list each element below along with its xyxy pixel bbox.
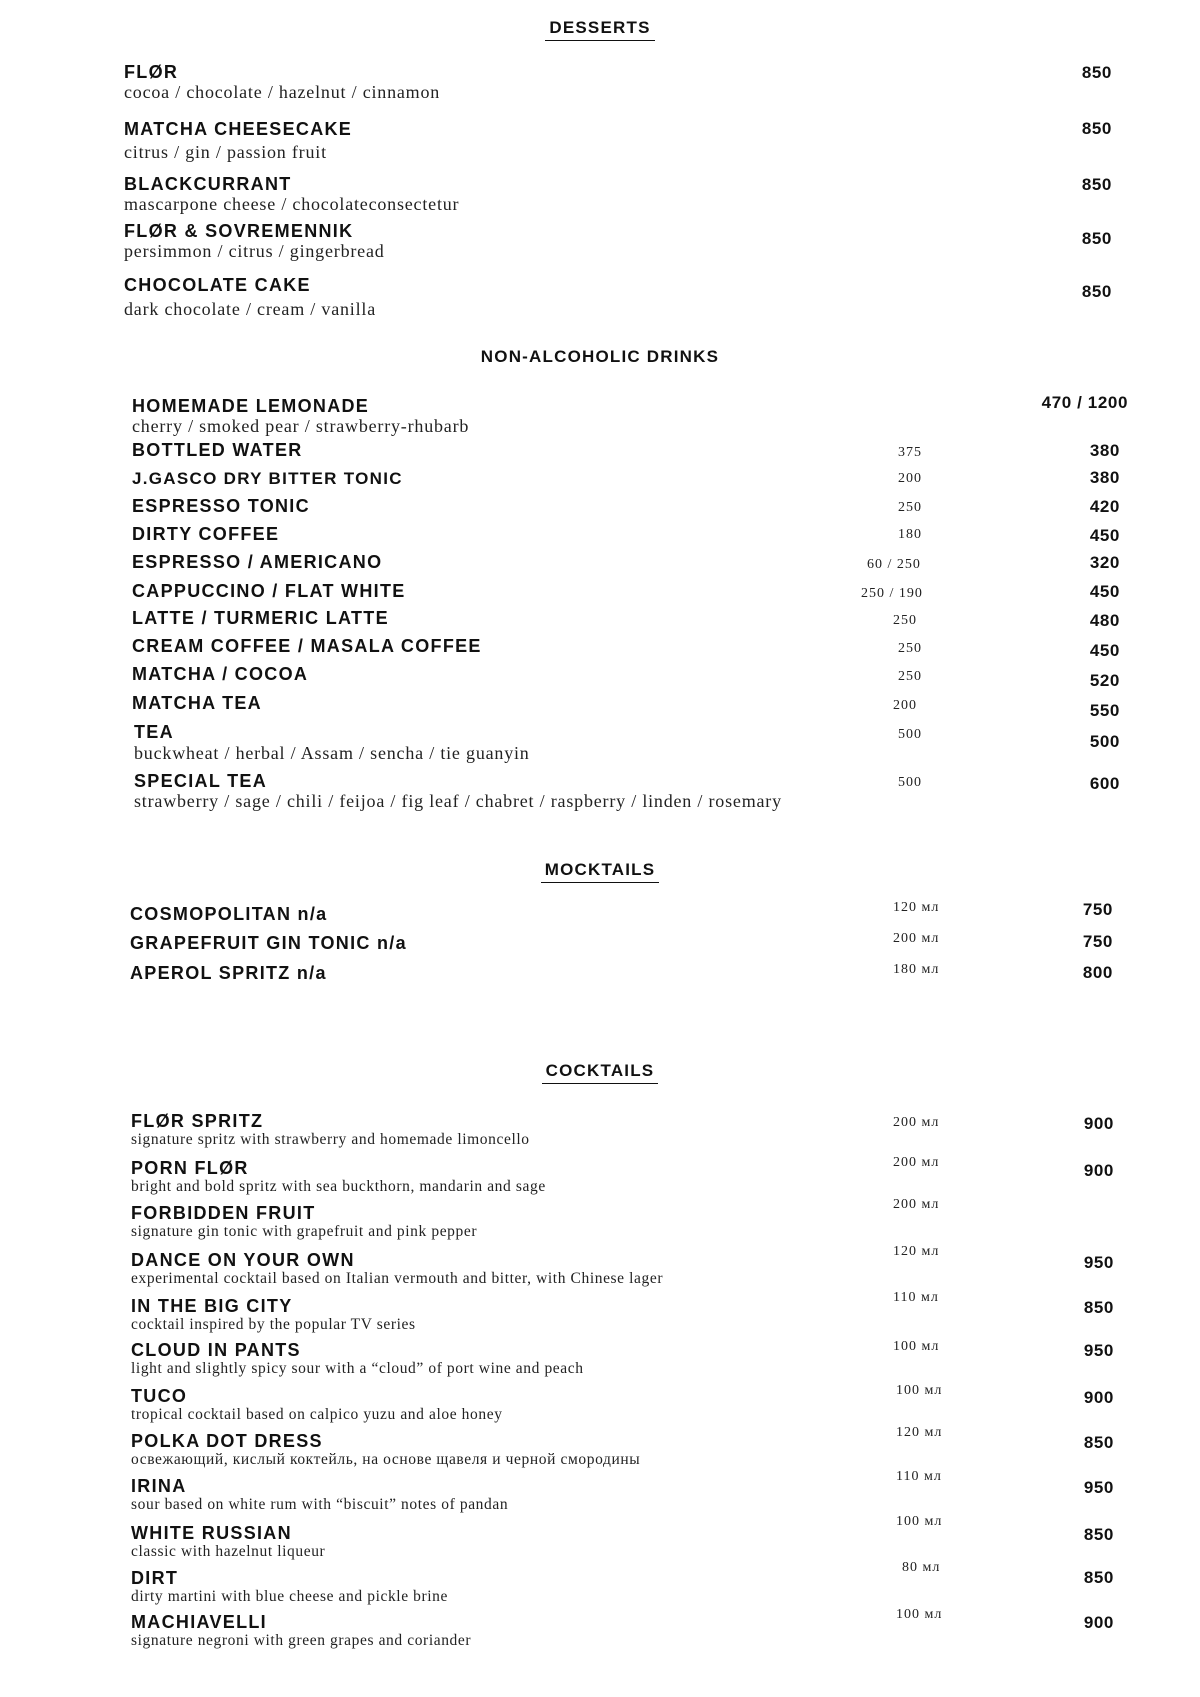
cocktail-description: cocktail inspired by the popular TV series [131, 1316, 416, 1333]
cocktail-item [131, 1476, 508, 1514]
drink-name: CAPPUCCINO / FLAT WHITE [132, 581, 406, 601]
drink-price: 380 [1089, 468, 1120, 487]
drink-item [132, 693, 262, 713]
drink-item [132, 440, 303, 460]
mocktail-price: 800 [1082, 963, 1113, 982]
cocktail-volume: 200 мл [893, 1115, 940, 1130]
drink-item [132, 552, 382, 572]
cocktail-price: 950 [1083, 1478, 1114, 1497]
mocktail-name: COSMOPOLITAN n/a [130, 904, 328, 924]
dessert-item [124, 62, 440, 102]
cocktail-item [131, 1296, 416, 1334]
drink-volume: 375 [898, 445, 922, 460]
drink-item [132, 469, 403, 489]
drink-item [132, 664, 308, 684]
cocktail-description: light and slightly spicy sour with a “cloud” of port wine and peach [131, 1360, 584, 1377]
cocktail-volume: 100 мл [896, 1607, 943, 1622]
dessert-item [124, 174, 459, 214]
cocktail-item [131, 1340, 584, 1378]
cocktail-item [131, 1250, 663, 1288]
mocktail-item [130, 933, 407, 953]
cocktail-name: IN THE BIG CITY [131, 1296, 293, 1316]
drink-name: BOTTLED WATER [132, 440, 303, 460]
drink-name: TEA [134, 722, 174, 742]
drink-name: ESPRESSO TONIC [132, 496, 310, 516]
cocktail-volume: 100 мл [896, 1514, 943, 1529]
cocktail-item [131, 1431, 640, 1469]
cocktail-name: IRINA [131, 1476, 187, 1496]
drink-volume: 500 [898, 775, 922, 790]
drink-volume: 200 [893, 698, 917, 713]
mocktails-heading-text: MOCKTAILS [541, 860, 660, 883]
drink-name: J.GASCO DRY BITTER TONIC [132, 469, 403, 488]
drink-description: buckwheat / herbal / Assam / sencha / tie guanyin [134, 743, 530, 763]
cocktail-price: 850 [1083, 1298, 1114, 1317]
non-alcoholic-heading-text: NON-ALCOHOLIC DRINKS [480, 347, 720, 366]
cocktail-description: освежающий, кислый коктейль, на основе щавеля и черной смородины [131, 1451, 641, 1468]
cocktail-price: 900 [1083, 1114, 1114, 1133]
dessert-item [124, 119, 352, 162]
cocktail-name: MACHIAVELLI [131, 1612, 267, 1632]
cocktail-name: FLØR SPRITZ [131, 1111, 264, 1131]
drink-price: 600 [1089, 774, 1120, 793]
drink-item [132, 396, 469, 436]
drink-price: 420 [1089, 497, 1120, 516]
cocktail-volume: 200 мл [893, 1155, 940, 1170]
dessert-price: 850 [1081, 175, 1112, 194]
cocktail-item [131, 1386, 503, 1424]
mocktail-price: 750 [1082, 932, 1113, 951]
drink-price: 500 [1089, 732, 1120, 751]
cocktail-price: 950 [1083, 1253, 1114, 1272]
cocktail-name: TUCO [131, 1386, 188, 1406]
cocktail-description: signature negroni with green grapes and coriander [131, 1632, 472, 1649]
drink-name: HOMEMADE LEMONADE [132, 396, 370, 416]
drink-volume: 250 [898, 669, 922, 684]
drink-volume: 500 [898, 727, 922, 742]
cocktail-price: 950 [1083, 1341, 1114, 1360]
cocktail-name: CLOUD IN PANTS [131, 1340, 301, 1360]
dessert-description: cocoa / chocolate / hazelnut / cinnamon [124, 82, 441, 102]
dessert-description: citrus / gin / passion fruit [124, 142, 327, 162]
desserts-heading [0, 18, 1200, 41]
cocktail-description: signature spritz with strawberry and homemade limoncello [131, 1131, 530, 1148]
cocktail-price: 850 [1083, 1433, 1114, 1452]
cocktail-price: 900 [1083, 1388, 1114, 1407]
cocktail-price: 850 [1083, 1568, 1114, 1587]
mocktail-volume: 200 мл [893, 931, 940, 946]
drink-price: 450 [1089, 582, 1120, 601]
cocktail-price: 900 [1083, 1613, 1114, 1632]
dessert-name: MATCHA CHEESECAKE [124, 119, 353, 139]
dessert-item [124, 275, 376, 319]
cocktail-name: FORBIDDEN FRUIT [131, 1203, 316, 1223]
drink-name: SPECIAL TEA [134, 771, 267, 791]
drink-volume: 60 / 250 [867, 557, 921, 572]
dessert-name: FLØR & SOVREMENNIK [124, 221, 354, 241]
non-alcoholic-heading [0, 347, 1200, 367]
drink-item [132, 581, 406, 601]
dessert-price: 850 [1081, 119, 1112, 138]
cocktail-item [131, 1612, 471, 1650]
mocktail-name: APEROL SPRITZ n/a [130, 963, 327, 983]
cocktail-name: WHITE RUSSIAN [131, 1523, 292, 1543]
drink-price: 470 / 1200 [1041, 393, 1128, 412]
dessert-description: dark chocolate / cream / vanilla [124, 299, 376, 319]
drink-price: 450 [1089, 526, 1120, 545]
drink-volume: 250 [898, 641, 922, 656]
dessert-name: CHOCOLATE CAKE [124, 275, 311, 295]
cocktail-item [131, 1523, 325, 1561]
cocktail-description: signature gin tonic with grapefruit and pink pepper [131, 1223, 478, 1240]
drink-volume: 180 [898, 527, 922, 542]
dessert-description: persimmon / citrus / gingerbread [124, 241, 385, 261]
drink-name: LATTE / TURMERIC LATTE [132, 608, 389, 628]
cocktail-name: DIRT [131, 1568, 179, 1588]
cocktail-description: classic with hazelnut liqueur [131, 1543, 326, 1560]
mocktails-heading [0, 860, 1200, 883]
mocktail-volume: 180 мл [893, 962, 940, 977]
cocktail-volume: 100 мл [896, 1383, 943, 1398]
drink-price: 380 [1089, 441, 1120, 460]
cocktail-volume: 120 мл [896, 1425, 943, 1440]
dessert-description: mascarpone cheese / chocolateconsectetur [124, 194, 460, 214]
drink-name: ESPRESSO / AMERICANO [132, 552, 383, 572]
drink-item [132, 608, 389, 628]
drink-item [132, 524, 279, 544]
desserts-heading-text: DESSERTS [545, 18, 654, 41]
drink-price: 550 [1089, 701, 1120, 720]
drink-price: 450 [1089, 641, 1120, 660]
drink-volume: 250 [893, 613, 917, 628]
drink-name: MATCHA / COCOA [132, 664, 309, 684]
cocktail-item [131, 1203, 477, 1241]
cocktail-description: sour based on white rum with “biscuit” notes of pandan [131, 1496, 509, 1513]
mocktail-price: 750 [1082, 900, 1113, 919]
cocktail-volume: 80 мл [902, 1560, 941, 1575]
mocktail-volume: 120 мл [893, 900, 940, 915]
cocktail-price: 850 [1083, 1525, 1114, 1544]
drink-price: 480 [1089, 611, 1120, 630]
cocktail-description: dirty martini with blue cheese and pickle brine [131, 1588, 449, 1605]
cocktail-volume: 110 мл [893, 1290, 939, 1305]
drink-description: strawberry / sage / chili / feijoa / fig leaf / chabret / raspberry / linden / rosemary [134, 791, 782, 811]
mocktail-item [130, 904, 327, 924]
cocktail-item [131, 1111, 530, 1149]
cocktail-item [131, 1568, 448, 1606]
drink-item [132, 496, 310, 516]
cocktail-description: bright and bold spritz with sea buckthorn, mandarin and sage [131, 1178, 546, 1195]
drink-name: MATCHA TEA [132, 693, 262, 713]
dessert-price: 850 [1081, 229, 1112, 248]
drink-volume: 200 [898, 471, 922, 486]
drink-item [132, 636, 482, 656]
mocktail-name: GRAPEFRUIT GIN TONIC n/a [130, 933, 407, 953]
cocktail-price: 900 [1083, 1161, 1114, 1180]
cocktails-heading [0, 1061, 1200, 1084]
cocktail-volume: 100 мл [893, 1339, 940, 1354]
dessert-price: 850 [1081, 282, 1112, 301]
dessert-name: BLACKCURRANT [124, 174, 292, 194]
cocktail-description: experimental cocktail based on Italian vermouth and bitter, with Chinese lager [131, 1270, 664, 1287]
cocktail-description: tropical cocktail based on calpico yuzu and aloe honey [131, 1406, 503, 1423]
cocktail-volume: 120 мл [893, 1244, 940, 1259]
drink-description: cherry / smoked pear / strawberry-rhubarb [132, 416, 470, 436]
drink-price: 520 [1089, 671, 1120, 690]
drink-item [134, 722, 530, 763]
drink-item [134, 771, 782, 811]
dessert-name: FLØR [124, 62, 179, 82]
dessert-price: 850 [1081, 63, 1112, 82]
drink-name: DIRTY COFFEE [132, 524, 280, 544]
cocktails-heading-text: COCKTAILS [542, 1061, 659, 1084]
cocktail-volume: 200 мл [893, 1197, 940, 1212]
cocktail-item [131, 1158, 546, 1196]
cocktail-volume: 110 мл [896, 1469, 942, 1484]
drink-volume: 250 [898, 500, 922, 515]
dessert-item [124, 221, 385, 261]
cocktail-name: DANCE ON YOUR OWN [131, 1250, 355, 1270]
drink-name: CREAM COFFEE / MASALA COFFEE [132, 636, 482, 656]
cocktail-name: PORN FLØR [131, 1158, 249, 1178]
drink-volume: 250 / 190 [861, 586, 923, 601]
drink-price: 320 [1089, 553, 1120, 572]
cocktail-name: POLKA DOT DRESS [131, 1431, 323, 1451]
mocktail-item [130, 963, 327, 983]
